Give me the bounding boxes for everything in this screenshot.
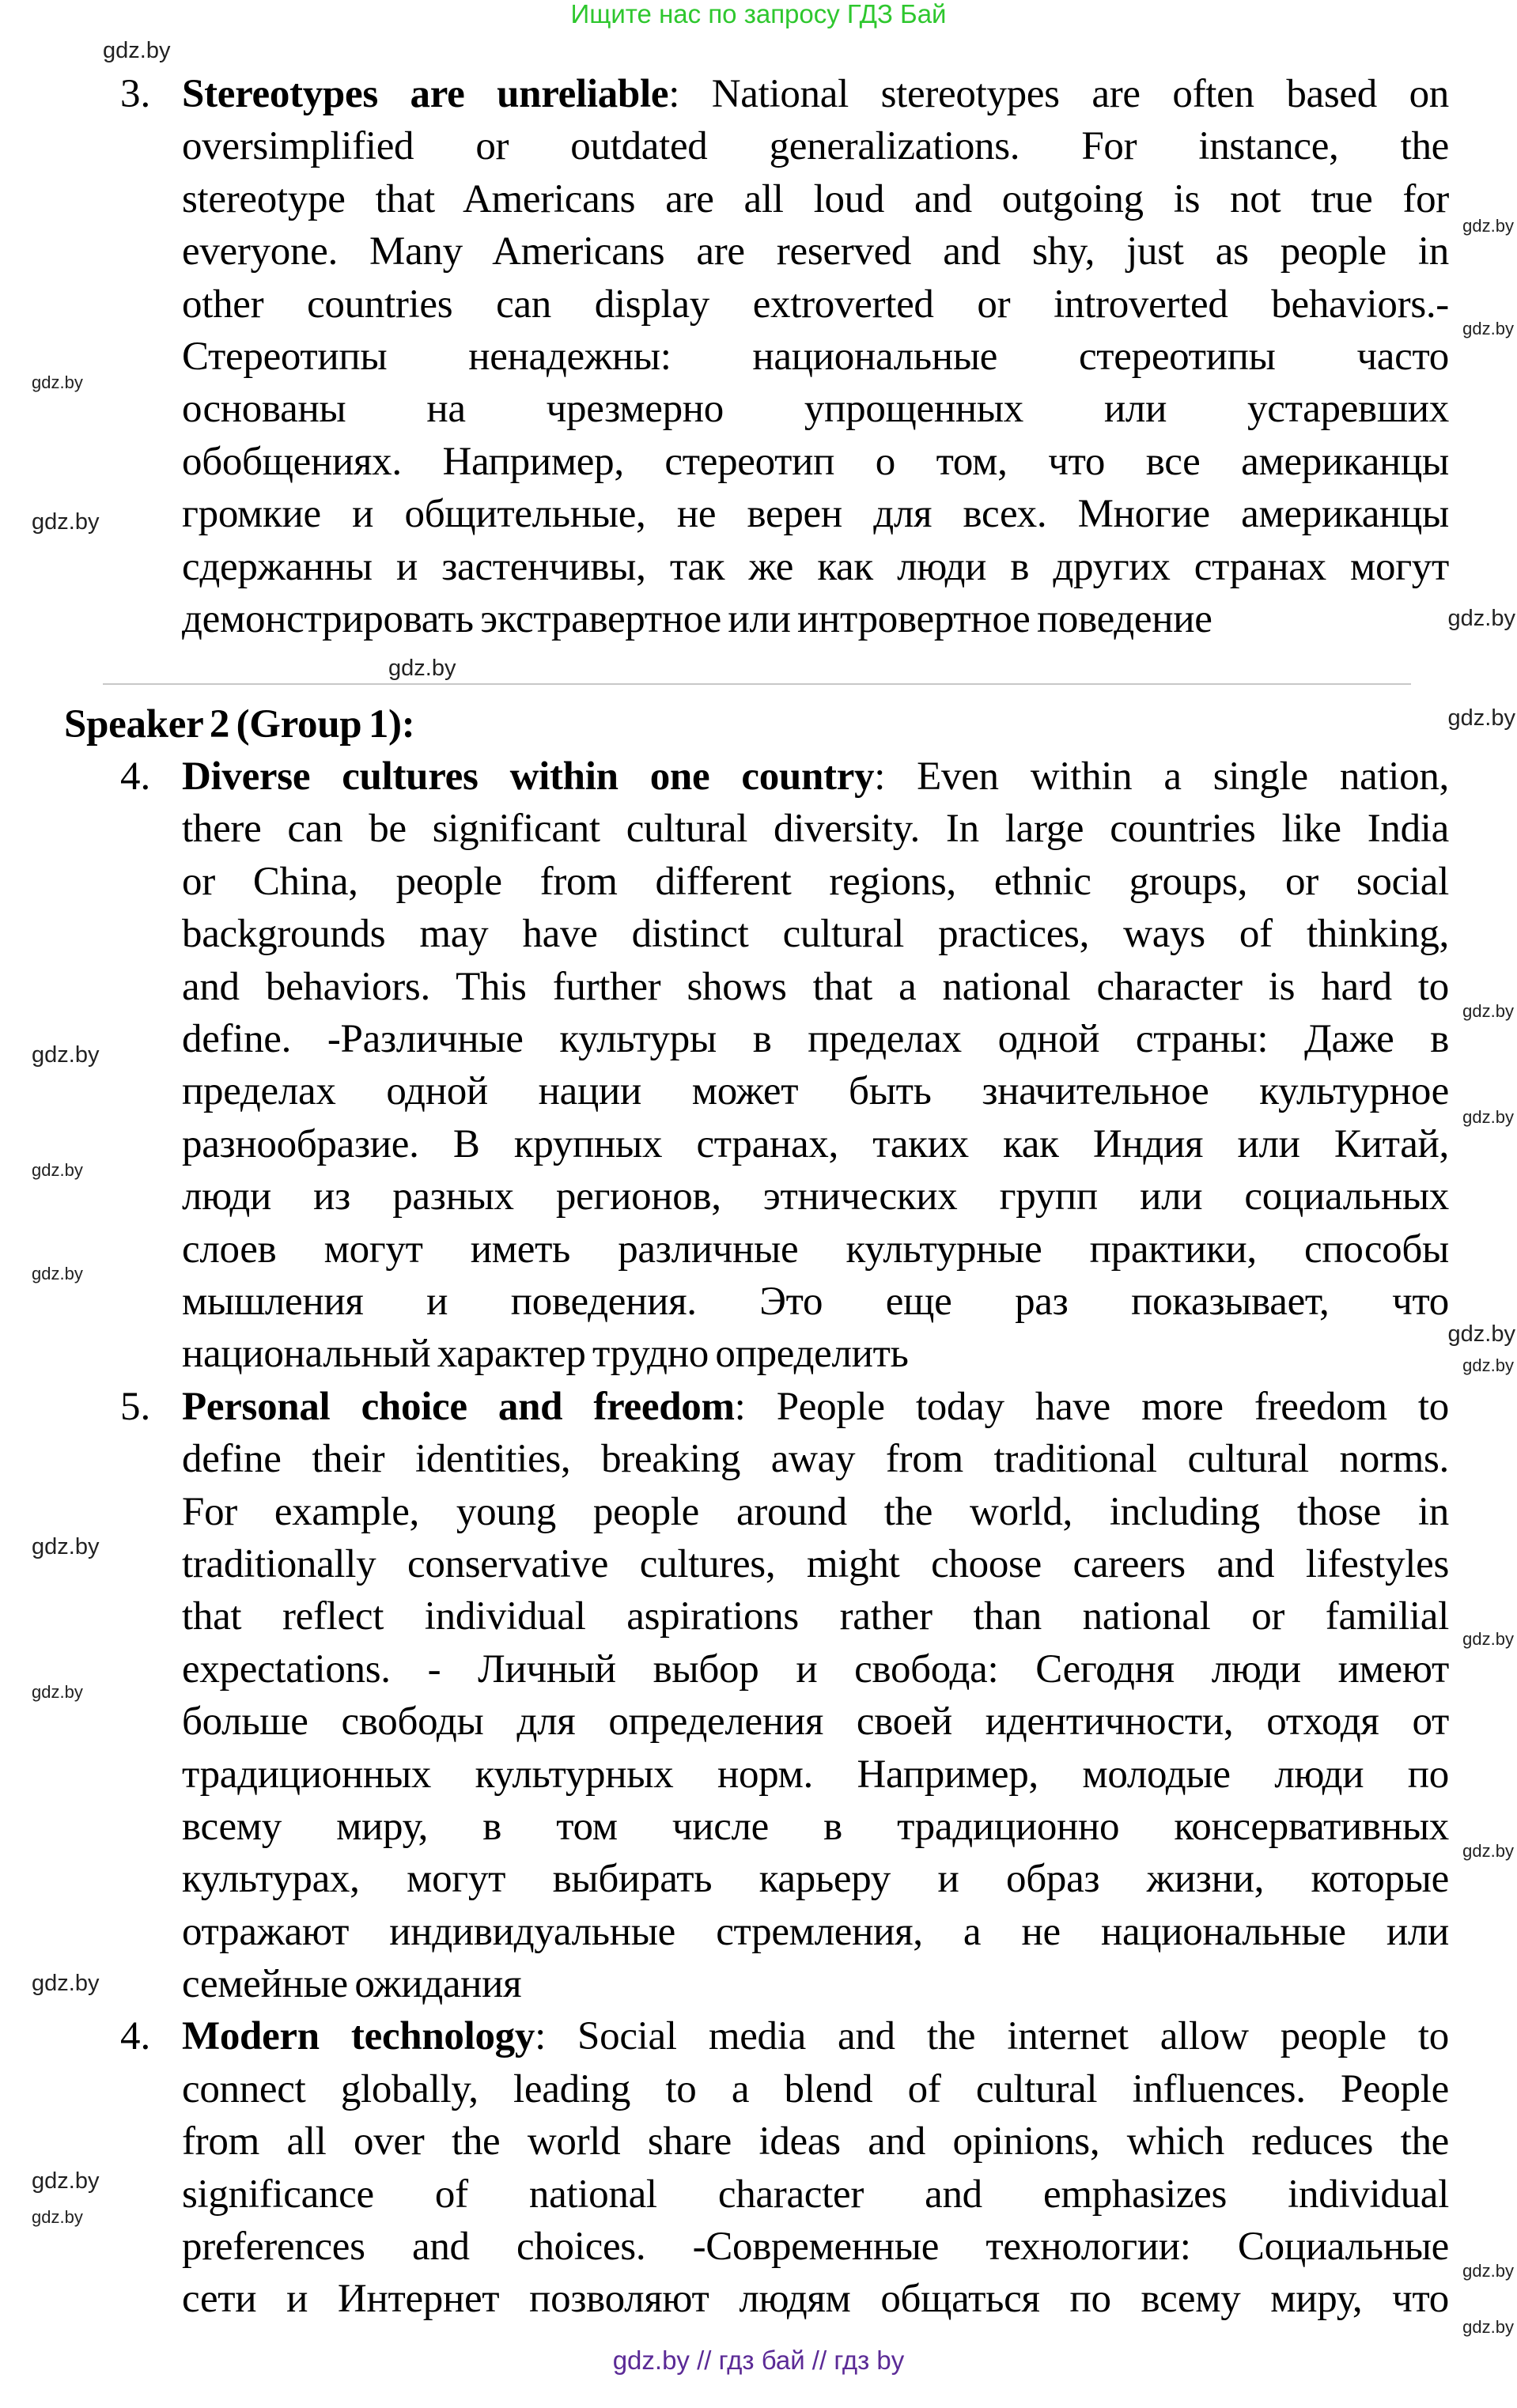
gdz-watermark: gdz.by — [1462, 319, 1514, 338]
item-title: Personal choice and freedom — [182, 1384, 735, 1429]
gdz-watermark: gdz.by — [1462, 1841, 1514, 1861]
line-text: from all over the world share ideas and opinions, which reduces the — [182, 2119, 1449, 2164]
line-text — [182, 68, 1449, 120]
list-item-line — [0, 1853, 1517, 1905]
gdz-watermark: gdz.by — [32, 1264, 83, 1283]
line-text: there can be significant cultural diversity. In large countries like India — [182, 807, 1449, 852]
line-text: and behaviors. This further shows that a national character is hard to — [182, 964, 1449, 1009]
list-item-line — [0, 1065, 1517, 1117]
list-item-line — [0, 1748, 1517, 1801]
gdz-watermark: gdz.by — [1447, 606, 1515, 631]
list-item-line — [0, 593, 1517, 645]
list-item-line — [0, 1276, 1517, 1328]
gdz-watermark: gdz.by — [32, 2207, 83, 2227]
line-text: демонстрировать экстравертное или интровертное поведение — [182, 596, 1212, 641]
line-text: сдержанны и застенчивы, так же как люди в других странах могут — [182, 544, 1449, 589]
list-item-line — [0, 2010, 1517, 2062]
gdz-watermark: gdz.by — [1462, 1629, 1514, 1649]
line-text: сети и Интернет позволяют людям общаться по всему миру, что — [182, 2277, 1449, 2322]
list-item-line — [0, 1958, 1517, 2010]
divider — [103, 683, 1411, 685]
line-text: other countries can display extroverted or introverted behaviors.- — [182, 282, 1449, 327]
list-number: 3. — [120, 72, 151, 116]
gdz-watermark: gdz.by — [32, 1534, 100, 1559]
line-text: традиционных культурных норм. Например, молодые люди по — [182, 1752, 1449, 1797]
item-text: : Even within a single nation, — [874, 754, 1449, 800]
item-text: : National stereotypes are often based on — [668, 72, 1449, 116]
list-item-line — [0, 750, 1517, 803]
line-text: слоев могут иметь различные культурные практики, способы — [182, 1227, 1449, 1272]
list-item-line — [0, 488, 1517, 540]
line-text: семейные ожидания — [182, 1962, 522, 2007]
line-text: всему миру, в том числе в традиционно консервативных — [182, 1804, 1449, 1849]
list-item-line — [0, 1590, 1517, 1643]
line-text: significance of national character and emphasizes individual — [182, 2172, 1449, 2217]
line-text: connect globally, leading to a blend of cultural influences. People — [182, 2066, 1449, 2111]
line-text: обобщениях. Например, стереотип о том, что все американцы — [182, 439, 1449, 484]
gdz-watermark: gdz.by — [1462, 1107, 1514, 1127]
item-title: Modern technology — [182, 2014, 535, 2059]
heading-row — [0, 698, 1517, 750]
line-text: stereotype that Americans are all loud and outgoing is not true for — [182, 176, 1449, 221]
list-item-line — [0, 2168, 1517, 2221]
list-item-line — [0, 1906, 1517, 1958]
gdz-watermark: gdz.by — [1447, 1321, 1515, 1347]
list-item-line — [0, 173, 1517, 225]
line-text: культурах, могут выбирать карьеру и образ жизни, которые — [182, 1857, 1449, 1902]
list-item-line — [0, 2115, 1517, 2168]
gdz-watermark: gdz.by — [388, 656, 456, 681]
list-number: 4. — [120, 754, 151, 800]
footer-watermark: gdz.by // гдз бай // гдз by — [612, 2346, 905, 2375]
list-item-line — [0, 68, 1517, 120]
item-text: : People today have more freedom to — [734, 1384, 1449, 1429]
list-item-line — [0, 1433, 1517, 1485]
line-text: пределах одной нации может быть значительное культурное — [182, 1069, 1449, 1114]
line-text: национальный характер трудно определить — [182, 1332, 909, 1377]
list-item-line — [0, 436, 1517, 488]
line-text: preferences and choices. -Современные технологии: Социальные — [182, 2225, 1449, 2270]
gdz-watermark: gdz.by — [32, 509, 100, 535]
line-text — [182, 1381, 1449, 1433]
list-item-line — [0, 120, 1517, 172]
line-text: everyone. Many Americans are reserved and shy, just as people in — [182, 229, 1449, 274]
list-item-line — [0, 1170, 1517, 1223]
list-item-line — [0, 1223, 1517, 1276]
list-item-line — [0, 1534, 1517, 1590]
gdz-watermark: gdz.by — [32, 2168, 100, 2194]
line-text: backgrounds may have distinct cultural practices, ways of thinking, — [182, 912, 1449, 957]
line-text: отражают индивидуальные стремления, а не национальные или — [182, 1909, 1449, 1954]
list-number: 5. — [120, 1384, 151, 1429]
list-item-line — [0, 278, 1517, 331]
list-number: 4. — [120, 2014, 151, 2059]
gdz-watermark: gdz.by — [1462, 2261, 1514, 2281]
gdz-watermark: gdz.by — [32, 1971, 100, 1996]
list-item-line — [0, 1486, 1517, 1538]
list-item-line — [0, 961, 1517, 1013]
list-item-line — [0, 1643, 1517, 1695]
list-item-line — [0, 383, 1517, 435]
gdz-watermark: gdz.by — [32, 372, 83, 392]
list-item-line — [0, 2063, 1517, 2115]
list-item-line — [0, 803, 1517, 855]
gdz-watermark: gdz.by — [1462, 1355, 1514, 1375]
list-item-line — [0, 1328, 1517, 1380]
list-item-line — [0, 908, 1517, 960]
search-banner: Ищите нас по запросу ГДЗ Бай — [570, 0, 947, 28]
gdz-watermark: gdz.by — [1462, 1001, 1514, 1021]
item-text: : Social media and the internet allow people to — [535, 2014, 1449, 2059]
line-text: основаны на чрезмерно упрощенных или устаревших — [182, 387, 1449, 432]
list-item-line — [0, 1381, 1517, 1433]
line-text: люди из разных регионов, этнических групп или социальных — [182, 1174, 1449, 1219]
list-item-line — [0, 856, 1517, 908]
gdz-watermark: gdz.by — [32, 1682, 83, 1702]
list-item-line — [0, 2221, 1517, 2273]
list-item-line — [0, 1801, 1517, 1853]
line-text: that reflect individual aspirations rather than national or familial — [182, 1594, 1449, 1639]
speaker-heading: Speaker 2 (Group 1): — [64, 701, 415, 747]
gdz-watermark: gdz.by — [1447, 705, 1515, 731]
gdz-watermark: gdz.by — [103, 38, 171, 63]
list-item-line — [0, 2273, 1517, 2325]
item-title: Diverse cultures within one country — [182, 754, 875, 800]
line-text — [182, 750, 1449, 803]
line-text: разнообразие. В крупных странах, таких как Индия или Китай, — [182, 1121, 1449, 1166]
line-text: For example, young people around the world, including those in — [182, 1489, 1449, 1534]
list-item-line — [0, 1118, 1517, 1170]
list-item-line — [0, 1013, 1517, 1068]
list-item-line — [0, 1695, 1517, 1748]
list-item-line — [0, 541, 1517, 593]
line-text: мышления и поведения. Это еще раз показывает, что — [182, 1279, 1449, 1324]
gdz-watermark: gdz.by — [32, 1042, 100, 1068]
line-text: oversimplified or outdated generalizations. For instance, the — [182, 124, 1449, 169]
line-text — [182, 2010, 1449, 2062]
line-text: больше свободы для определения своей идентичности, отходя от — [182, 1699, 1449, 1745]
line-text: expectations. - Личный выбор и свобода: Сегодня люди имеют — [182, 1646, 1449, 1692]
line-text: or China, people from different regions, ethnic groups, or social — [182, 859, 1449, 904]
line-text: define their identities, breaking away from traditional cultural norms. — [182, 1437, 1449, 1482]
gdz-watermark: gdz.by — [1462, 216, 1514, 236]
gdz-watermark: gdz.by — [32, 1160, 83, 1180]
line-text: define. -Различные культуры в пределах одной страны: Даже в — [182, 1017, 1449, 1062]
line-text: Стереотипы ненадежны: национальные стереотипы часто — [182, 334, 1449, 379]
list-item-line — [0, 331, 1517, 383]
separator-row — [0, 645, 1517, 697]
item-title: Stereotypes are unreliable — [182, 72, 669, 116]
list-item-line — [0, 225, 1517, 278]
gdz-watermark: gdz.by — [1462, 2317, 1514, 2337]
line-text: traditionally conservative cultures, might choose careers and lifestyles — [182, 1541, 1449, 1586]
document-body — [0, 68, 1517, 2326]
line-text: громкие и общительные, не верен для всех. Многие американцы — [182, 492, 1449, 537]
